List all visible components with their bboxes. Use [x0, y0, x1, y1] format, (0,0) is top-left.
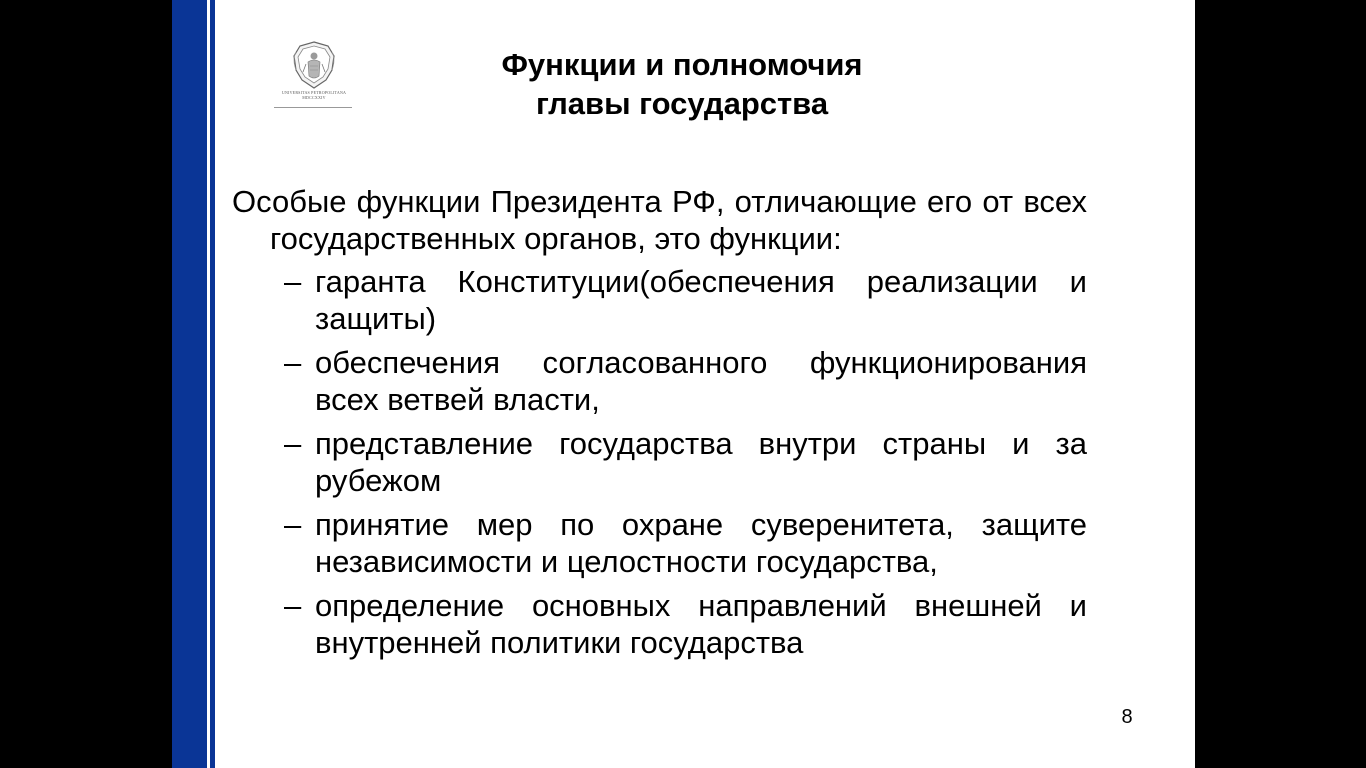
slide-title-line-2: главы государства: [535, 86, 829, 121]
list-item-text: представление государства внутри страны и за рубежом: [315, 426, 1087, 498]
page-number: 8: [1121, 706, 1133, 728]
dash-bullet: –: [284, 426, 302, 461]
list-item: [232, 506, 1087, 580]
intro-paragraph: Особые функции Президента РФ, отличающие его от всех государственных органов, это функции:: [232, 184, 1087, 256]
dash-bullet: –: [284, 345, 302, 380]
list-item: [232, 263, 1087, 337]
logo-underline: [274, 107, 352, 108]
slide-title: [412, 45, 952, 123]
left-accent-bar: [172, 0, 207, 768]
dash-bullet: –: [284, 507, 302, 542]
dash-bullet: –: [284, 264, 302, 299]
function-list: [232, 263, 1087, 661]
list-item-text: определение основных направлений внешней и внутренней политики государства: [315, 588, 1087, 660]
dash-bullet: –: [284, 588, 302, 623]
list-item: [232, 425, 1087, 499]
list-item-text: принятие мер по охране суверенитета, защите независимости и целостности государства,: [315, 507, 1087, 579]
list-item-text: обеспечения согласованного функционирования всех ветвей власти,: [315, 345, 1087, 417]
logo-caption: UNIVERSITAS PETROPOLITANA MDCCXXIV: [281, 90, 347, 100]
university-logo: [272, 40, 356, 112]
list-item: [232, 587, 1087, 661]
list-item: [232, 344, 1087, 418]
slide-title-line-1: Функции и полномочия: [501, 47, 863, 82]
list-item-text: гаранта Конституции(обеспечения реализации и защиты): [315, 264, 1087, 336]
slide-body: [232, 183, 1087, 668]
left-accent-thin-bar: [210, 0, 215, 768]
university-emblem-icon: [272, 40, 356, 90]
slide: [172, 0, 1195, 768]
